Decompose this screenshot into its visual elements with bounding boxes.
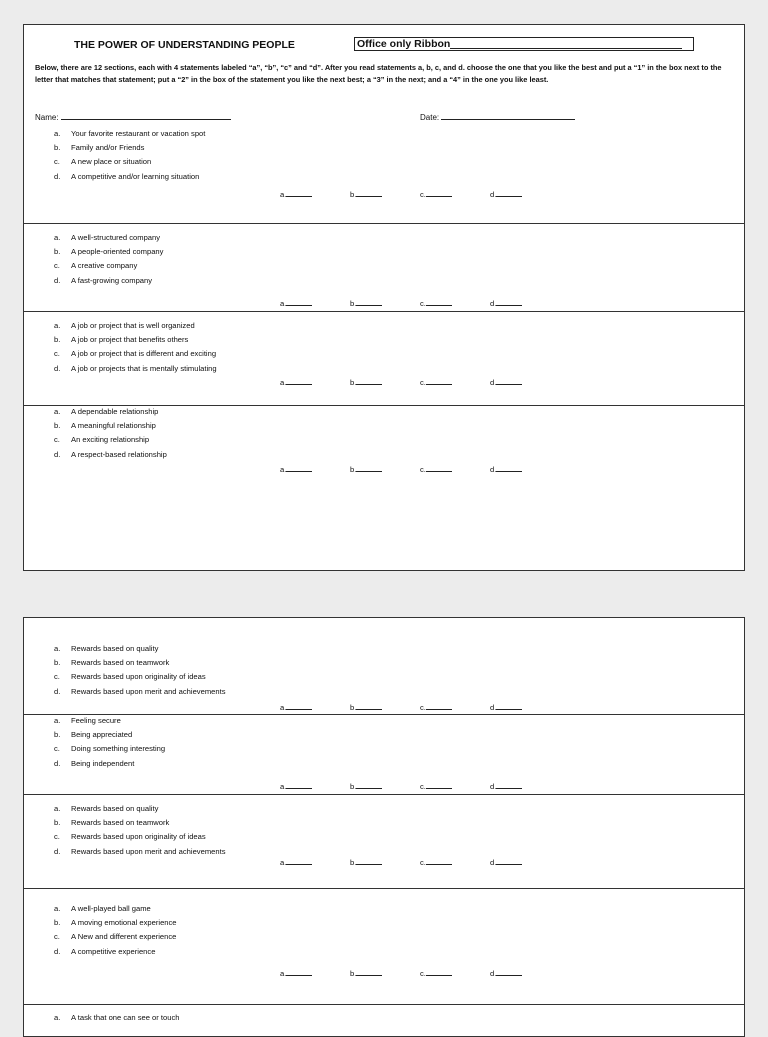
option-letter: d. bbox=[54, 946, 61, 956]
answer-blank-label: a. bbox=[280, 190, 287, 199]
answer-blank-label: c. bbox=[420, 858, 426, 867]
answer-blank-label: b. bbox=[350, 782, 357, 791]
answer-blank-line[interactable] bbox=[496, 967, 522, 976]
answer-blank-line[interactable] bbox=[496, 188, 522, 197]
option-letter: b. bbox=[54, 918, 61, 928]
option-text: A creative company bbox=[71, 261, 138, 271]
answer-blank[interactable] bbox=[280, 967, 312, 978]
answer-blank-label: b. bbox=[350, 703, 357, 712]
option-text: A job or projects that is mentally stimulating bbox=[71, 363, 217, 373]
worksheet-page-2 bbox=[23, 617, 745, 1037]
answer-blank-line[interactable] bbox=[356, 701, 382, 710]
answer-blank-line[interactable] bbox=[426, 856, 452, 865]
option-letter: c. bbox=[54, 744, 60, 754]
option-text: A dependable relationship bbox=[71, 407, 159, 416]
answer-blank-line[interactable] bbox=[356, 463, 382, 472]
answer-blank-line[interactable] bbox=[496, 856, 522, 865]
option-text: A well-structured company bbox=[71, 233, 161, 242]
answer-blank[interactable] bbox=[490, 780, 522, 791]
answer-blank-label: a. bbox=[280, 299, 287, 308]
option-letter: b. bbox=[54, 658, 61, 668]
question-section bbox=[24, 129, 744, 199]
option-text: Rewards based on teamwork bbox=[71, 818, 170, 828]
answer-blank-line[interactable] bbox=[356, 376, 382, 385]
answer-blank-label: b. bbox=[350, 299, 357, 308]
answer-blank-line[interactable] bbox=[286, 967, 312, 976]
option-text: A respect-based relationship bbox=[71, 449, 167, 459]
answer-blank-line[interactable] bbox=[426, 780, 452, 789]
question-section bbox=[24, 311, 744, 387]
option-text: A competitive and/or learning situation bbox=[71, 171, 200, 181]
answer-blank-label: b. bbox=[350, 858, 357, 867]
option-letter: d. bbox=[54, 449, 61, 459]
answer-blank-label: c. bbox=[420, 969, 426, 978]
option-letter: d. bbox=[54, 275, 61, 285]
option-text: Being appreciated bbox=[71, 730, 133, 740]
option-letter: b. bbox=[54, 247, 61, 257]
answer-blank[interactable] bbox=[280, 297, 312, 308]
answer-blank-label: d. bbox=[490, 378, 497, 387]
instructions: Below, there are 12 sections, each with 4 statements labeled “a”, “b”, “c” and “d”. After you read statements a, b, c, and d. choose the one that you like the best and put a “1” in the box next to the letter that matches that statement; put a “2” in the box of the statement you like the next best; a “3” in the next; and a “4” in the one you like least. bbox=[35, 63, 722, 84]
answer-blank[interactable] bbox=[280, 376, 312, 387]
answer-blank[interactable] bbox=[490, 856, 522, 867]
answer-blank[interactable] bbox=[420, 463, 452, 474]
option-text: A well-played ball game bbox=[71, 904, 151, 913]
answer-blank-label: c. bbox=[420, 378, 426, 387]
option-letter: d. bbox=[54, 171, 61, 181]
answer-blank[interactable] bbox=[280, 780, 312, 791]
answer-blank-label: d. bbox=[490, 969, 497, 978]
answer-blank-line[interactable] bbox=[356, 297, 382, 306]
answer-blank-label: b. bbox=[350, 969, 357, 978]
option-letter: c. bbox=[54, 932, 60, 942]
option-letter: d. bbox=[54, 846, 61, 856]
option-text: A meaningful relationship bbox=[71, 421, 156, 431]
date-input-line[interactable] bbox=[441, 110, 575, 120]
option-text: An exciting relationship bbox=[71, 435, 150, 445]
office-only-line[interactable] bbox=[450, 38, 682, 49]
option-letter: b. bbox=[54, 143, 61, 153]
question-section bbox=[24, 714, 744, 791]
question-section bbox=[24, 1004, 744, 1022]
answer-blank[interactable] bbox=[350, 463, 382, 474]
option-text: Rewards based upon merit and achievements bbox=[71, 686, 226, 696]
answer-blank[interactable] bbox=[350, 856, 382, 867]
answer-blank-line[interactable] bbox=[496, 780, 522, 789]
option-letter: b. bbox=[54, 730, 61, 740]
answer-blank[interactable] bbox=[490, 463, 522, 474]
answer-blank-line[interactable] bbox=[426, 297, 452, 306]
answer-blank-label: c. bbox=[420, 782, 426, 791]
date-field[interactable] bbox=[420, 110, 575, 122]
option-text: Rewards based on quality bbox=[71, 644, 159, 653]
answer-blank[interactable] bbox=[490, 967, 522, 978]
option-letter: a. bbox=[54, 129, 61, 138]
option-letter: a. bbox=[54, 1013, 61, 1022]
option-letter: b. bbox=[54, 335, 61, 345]
option-text: Doing something interesting bbox=[71, 744, 166, 754]
answer-blank-line[interactable] bbox=[426, 463, 452, 472]
answer-blank[interactable] bbox=[420, 297, 452, 308]
answer-blank[interactable] bbox=[420, 967, 452, 978]
option-letter: d. bbox=[54, 363, 61, 373]
answer-blank-line[interactable] bbox=[496, 376, 522, 385]
option-text: Feeling secure bbox=[71, 716, 121, 725]
answer-blank[interactable] bbox=[350, 967, 382, 978]
answer-blank-label: b. bbox=[350, 378, 357, 387]
answer-blank-label: b. bbox=[350, 465, 357, 474]
option-letter: a. bbox=[54, 407, 61, 416]
answer-blank[interactable] bbox=[350, 701, 382, 712]
option-text: Rewards based on teamwork bbox=[71, 658, 170, 668]
option-text: A task that one can see or touch bbox=[71, 1013, 180, 1022]
answer-blank-line[interactable] bbox=[286, 856, 312, 865]
answer-blank-label: a. bbox=[280, 858, 287, 867]
option-letter: a. bbox=[54, 321, 61, 330]
option-letter: c. bbox=[54, 261, 60, 271]
question-section bbox=[24, 644, 744, 712]
answer-blank-label: d. bbox=[490, 465, 497, 474]
answer-blank-line[interactable] bbox=[426, 701, 452, 710]
answer-blank-line[interactable] bbox=[496, 297, 522, 306]
answer-blank-label: c. bbox=[420, 465, 426, 474]
answer-blank-label: b. bbox=[350, 190, 357, 199]
option-text: A New and different experience bbox=[71, 932, 177, 942]
option-text: A fast-growing company bbox=[71, 275, 153, 285]
answer-blank-line[interactable] bbox=[286, 780, 312, 789]
answer-blank[interactable] bbox=[350, 188, 382, 199]
option-text: Your favorite restaurant or vacation spot bbox=[71, 129, 206, 138]
option-letter: a. bbox=[54, 233, 61, 242]
answer-blank-line[interactable] bbox=[356, 188, 382, 197]
option-text: Being independent bbox=[71, 758, 135, 768]
name-field[interactable] bbox=[35, 110, 231, 122]
answer-blank-label: d. bbox=[490, 703, 497, 712]
name-label: Name: bbox=[35, 113, 59, 122]
option-text: A moving emotional experience bbox=[71, 918, 177, 928]
option-text: A new place or situation bbox=[71, 157, 152, 167]
option-text: Rewards based upon originality of ideas bbox=[71, 832, 206, 842]
answer-blank-label: d. bbox=[490, 858, 497, 867]
answer-blank-label: d. bbox=[490, 299, 497, 308]
document-title: THE POWER OF UNDERSTANDING PEOPLE bbox=[74, 39, 295, 51]
answer-blank-line[interactable] bbox=[426, 188, 452, 197]
answer-blank-label: c. bbox=[420, 190, 426, 199]
option-letter: b. bbox=[54, 421, 61, 431]
worksheet-page-1 bbox=[23, 24, 745, 571]
answer-blank[interactable] bbox=[350, 780, 382, 791]
answer-blank[interactable] bbox=[420, 780, 452, 791]
option-text: A people-oriented company bbox=[71, 247, 164, 257]
question-section bbox=[24, 405, 744, 474]
answer-blank-line[interactable] bbox=[286, 463, 312, 472]
answer-blank-label: a. bbox=[280, 969, 287, 978]
answer-blank[interactable] bbox=[280, 856, 312, 867]
answer-blank[interactable] bbox=[280, 463, 312, 474]
option-letter: c. bbox=[54, 435, 60, 445]
question-section bbox=[24, 888, 744, 978]
answer-blank[interactable] bbox=[420, 856, 452, 867]
option-letter: a. bbox=[54, 716, 61, 725]
option-text: Rewards based upon merit and achievements bbox=[71, 846, 226, 856]
option-letter: b. bbox=[54, 818, 61, 828]
office-only-ribbon-box[interactable] bbox=[354, 37, 694, 51]
answer-blank-label: c. bbox=[420, 703, 426, 712]
answer-blank-label: d. bbox=[490, 782, 497, 791]
answer-blank[interactable] bbox=[420, 701, 452, 712]
answer-blank[interactable] bbox=[350, 297, 382, 308]
option-letter: a. bbox=[54, 804, 61, 813]
question-section bbox=[24, 223, 744, 308]
name-input-line[interactable] bbox=[61, 110, 231, 120]
answer-blank-label: a. bbox=[280, 782, 287, 791]
answer-blank-line[interactable] bbox=[356, 856, 382, 865]
option-text: Rewards based on quality bbox=[71, 804, 159, 813]
answer-blank[interactable] bbox=[490, 297, 522, 308]
option-letter: c. bbox=[54, 672, 60, 682]
answer-blank[interactable] bbox=[280, 701, 312, 712]
option-letter: d. bbox=[54, 758, 61, 768]
answer-blank-line[interactable] bbox=[426, 967, 452, 976]
option-letter: c. bbox=[54, 349, 60, 359]
answer-blank-label: c. bbox=[420, 299, 426, 308]
answer-blank-label: a. bbox=[280, 465, 287, 474]
answer-blank-line[interactable] bbox=[496, 701, 522, 710]
option-letter: a. bbox=[54, 904, 61, 913]
option-letter: a. bbox=[54, 644, 61, 653]
answer-blank-line[interactable] bbox=[286, 297, 312, 306]
answer-blank-line[interactable] bbox=[286, 188, 312, 197]
answer-blank-label: d. bbox=[490, 190, 497, 199]
office-only-label: Office only Ribbon bbox=[357, 38, 451, 50]
answer-blank-line[interactable] bbox=[356, 780, 382, 789]
answer-blank-line[interactable] bbox=[286, 701, 312, 710]
answer-blank-label: a. bbox=[280, 703, 287, 712]
date-label: Date: bbox=[420, 113, 440, 122]
answer-blank[interactable] bbox=[350, 376, 382, 387]
answer-blank-line[interactable] bbox=[496, 463, 522, 472]
answer-blank-label: a. bbox=[280, 378, 287, 387]
option-text: A job or project that is different and exciting bbox=[71, 349, 217, 359]
answer-blank[interactable] bbox=[280, 188, 312, 199]
question-section bbox=[24, 794, 744, 867]
answer-blank-line[interactable] bbox=[286, 376, 312, 385]
option-text: A job or project that benefits others bbox=[71, 335, 189, 345]
answer-blank[interactable] bbox=[420, 376, 452, 387]
answer-blank[interactable] bbox=[490, 701, 522, 712]
answer-blank-line[interactable] bbox=[426, 376, 452, 385]
answer-blank[interactable] bbox=[420, 188, 452, 199]
answer-blank[interactable] bbox=[490, 376, 522, 387]
option-text: A job or project that is well organized bbox=[71, 321, 195, 330]
option-letter: d. bbox=[54, 686, 61, 696]
answer-blank-line[interactable] bbox=[356, 967, 382, 976]
option-letter: c. bbox=[54, 832, 60, 842]
option-text: Rewards based upon originality of ideas bbox=[71, 672, 206, 682]
option-text: Family and/or Friends bbox=[71, 143, 145, 153]
answer-blank[interactable] bbox=[490, 188, 522, 199]
option-letter: c. bbox=[54, 157, 60, 167]
option-text: A competitive experience bbox=[71, 946, 156, 956]
